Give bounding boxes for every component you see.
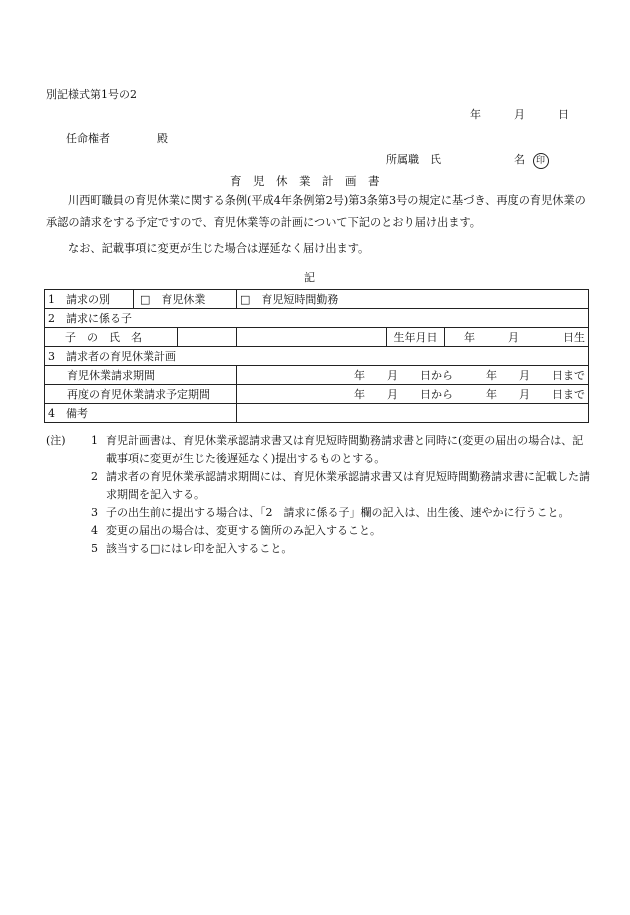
note-number: 3 xyxy=(91,506,98,519)
note-item xyxy=(46,468,591,504)
name-label-end: 名 xyxy=(514,153,525,166)
child-name-label: 子 の 氏 名 xyxy=(65,331,142,344)
note-item xyxy=(46,504,591,522)
table-row-child xyxy=(45,328,589,347)
ki-heading: 記 xyxy=(304,271,315,284)
addressee-honorific: 殿 xyxy=(157,132,168,145)
table-row-child-header xyxy=(45,309,589,328)
date-month: 月 xyxy=(514,108,525,121)
period2-label: 再度の育児休業請求予定期間 xyxy=(45,385,237,404)
note-number: 2 xyxy=(91,470,98,483)
notes-label: (注) xyxy=(46,434,66,447)
birth-date-value[interactable]: 年 月 日生 xyxy=(445,328,589,347)
body-paragraph-1: 川西町職員の育児休業に関する条例(平成4年条例第2号)第3条第3号の規定に基づき、再度の育児休業の承認の請求をする予定ですので、育児休業等の計画について下記のとおり届け出ます。 xyxy=(46,194,586,229)
note-text: 育児計画書は、育児休業承認請求書又は育児短時間勤務請求書と同時に(変更の届出の場合は、記載事項に変更が生じた後遅延なく)提出するものとする。 xyxy=(106,434,584,465)
notes-section xyxy=(46,432,591,558)
remarks-value[interactable] xyxy=(237,404,589,423)
note-text: 請求者の育児休業承認請求期間には、育児休業承認請求書又は育児短時間勤務請求書に記載した請求期間を記入する。 xyxy=(106,470,590,501)
table-row-period-1 xyxy=(45,366,589,385)
note-text: 変更の届出の場合は、変更する箇所のみ記入すること。 xyxy=(106,524,381,537)
period2-value[interactable]: 年 月 日から 年 月 日まで xyxy=(237,385,589,404)
note-item xyxy=(46,432,591,468)
affiliation-name-label: 所属職 氏 xyxy=(386,153,441,166)
note-text: 子の出生前に提出する場合は、「2 請求に係る子」欄の記入は、出生後、速やかに行うこと。 xyxy=(106,506,570,519)
note-number: 5 xyxy=(91,542,98,555)
date-day: 日 xyxy=(558,108,569,121)
table-row-period-2 xyxy=(45,385,589,404)
form-id: 別記様式第1号の2 xyxy=(46,88,137,101)
checkbox-short-hours[interactable]: □ 育児短時間勤務 xyxy=(237,290,589,309)
date-line xyxy=(470,106,569,122)
birth-date-label: 生年月日 xyxy=(387,328,445,347)
date-year: 年 xyxy=(470,108,481,121)
request-type-cell xyxy=(45,290,237,309)
addressee xyxy=(66,130,168,146)
child-name-cell xyxy=(45,328,237,347)
seal-icon: 印 xyxy=(533,153,549,169)
remarks-label: 4 備考 xyxy=(45,404,237,423)
note-number: 1 xyxy=(91,434,98,447)
request-type-label: 1 請求の別 xyxy=(48,293,110,306)
table-row-plan-header xyxy=(45,347,589,366)
document-title: 育 児 休 業 計 画 書 xyxy=(230,174,380,188)
plan-table xyxy=(44,289,589,423)
addressee-label: 任命権者 xyxy=(66,132,110,145)
checkbox-childcare-leave[interactable]: □ 育児休業 xyxy=(140,293,206,306)
note-text: 該当する□にはレ印を記入すること。 xyxy=(106,542,293,555)
table-row-request-type xyxy=(45,290,589,309)
child-section-label: 2 請求に係る子 xyxy=(45,309,589,328)
table-row-remarks xyxy=(45,404,589,423)
plan-section-label: 3 請求者の育児休業計画 xyxy=(45,347,589,366)
period1-label: 育児休業請求期間 xyxy=(45,366,237,385)
applicant-line xyxy=(386,151,549,169)
note-item xyxy=(46,540,591,558)
period1-value[interactable]: 年 月 日から 年 月 日まで xyxy=(237,366,589,385)
note-number: 4 xyxy=(91,524,98,537)
child-name-value[interactable] xyxy=(237,328,387,347)
body-paragraph-2: なお、記載事項に変更が生じた場合は遅延なく届け出ます。 xyxy=(68,242,370,255)
note-item xyxy=(46,522,591,540)
